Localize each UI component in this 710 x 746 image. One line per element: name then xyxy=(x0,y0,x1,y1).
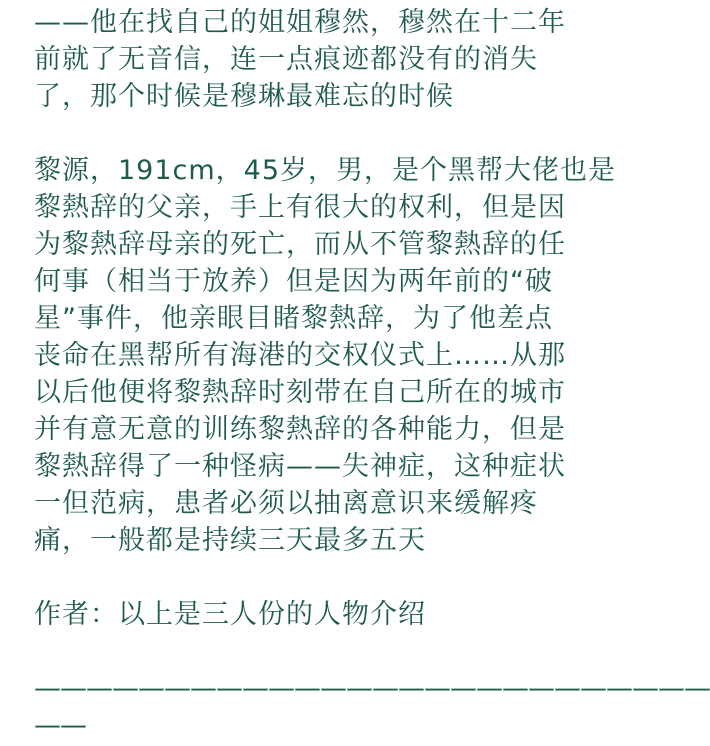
author-note-line: 作者：以上是三人份的人物介绍 xyxy=(34,599,426,630)
divider-line: —————————————————————————— xyxy=(34,673,710,704)
text-line: 丧命在黑帮所有海港的交权仪式上……从那 xyxy=(34,340,566,371)
text-line: 痛，一般都是持续三天最多五天 xyxy=(34,525,426,556)
paragraph-gap xyxy=(34,559,606,596)
text-line: 一但范病，患者必须以抽离意识来缓解疼 xyxy=(34,488,538,519)
text-line: 并有意无意的训练黎熱辞的各种能力，但是 xyxy=(34,414,566,445)
text-line: ——他在找自己的姐姐穆然，穆然在十二年 xyxy=(34,7,566,38)
divider-line-tail: —— xyxy=(34,710,86,741)
paragraph-gap xyxy=(34,115,606,152)
paragraph-muran xyxy=(34,4,606,115)
text-line: 星”事件，他亲眼目睹黎熱辞，为了他差点 xyxy=(34,303,553,334)
text-line: 黎源，191cm，45岁，男，是个黑帮大佬也是 xyxy=(34,155,617,186)
paragraph-gap xyxy=(34,633,606,670)
text-line: 为黎熱辞母亲的死亡，而从不管黎熱辞的任 xyxy=(34,229,566,260)
text-line: 黎熱辞的父亲，手上有很大的权利，但是因 xyxy=(34,192,566,223)
document-body xyxy=(34,4,710,744)
text-line: 黎熱辞得了一种怪病——失神症，这种症状 xyxy=(34,451,566,482)
text-line: 前就了无音信，连一点痕迹都没有的消失 xyxy=(34,44,538,75)
paragraph-liyuan xyxy=(34,152,617,559)
text-line: 以后他便将黎熱辞时刻带在自己所在的城市 xyxy=(34,377,566,408)
paragraph-author-note xyxy=(34,596,606,633)
divider xyxy=(34,670,710,744)
text-line: 何事（相当于放养）但是因为两年前的“破 xyxy=(34,266,553,297)
text-line: 了，那个时候是穆琳最难忘的时候 xyxy=(34,81,454,112)
